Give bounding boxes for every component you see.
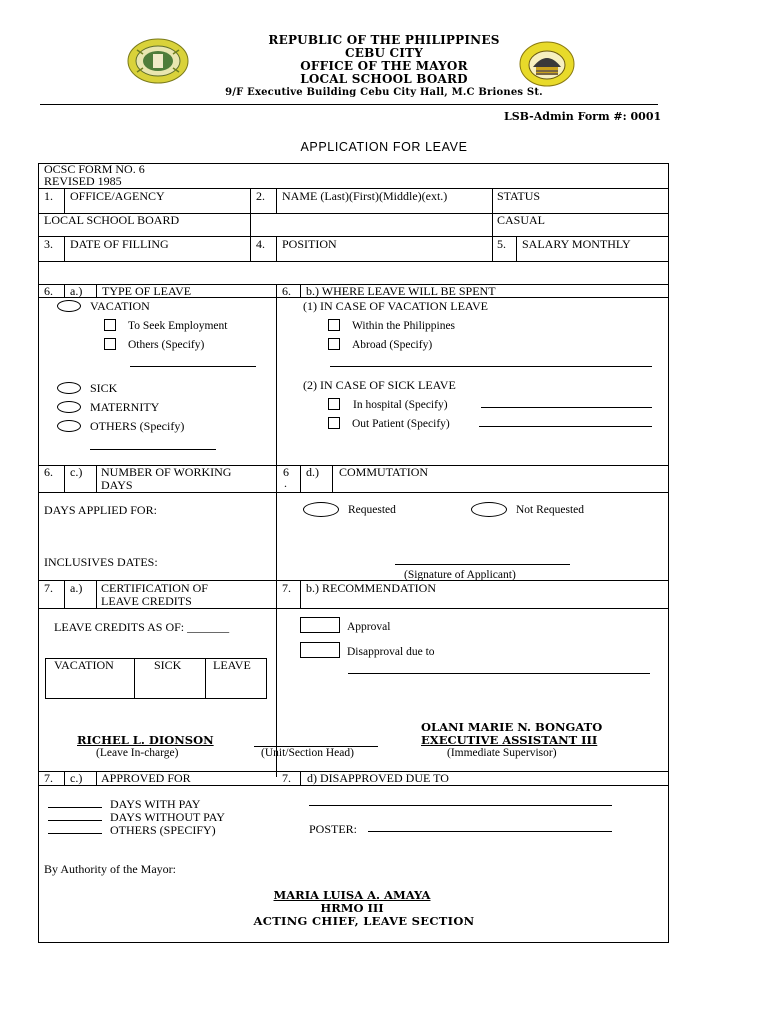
- item-letter: a.): [70, 581, 83, 595]
- leave-incharge-role: (Leave In-charge): [96, 747, 179, 759]
- final-signatory-title: HRMO III: [320, 901, 384, 915]
- within-ph-checkbox[interactable]: [328, 319, 340, 331]
- working-days-label-1: NUMBER OF WORKING: [101, 465, 232, 479]
- item-number: 6.: [44, 465, 53, 479]
- case-vacation-label: (1) IN CASE OF VACATION LEAVE: [303, 299, 489, 313]
- disapproval-line[interactable]: [348, 673, 650, 674]
- disapproved-label: d) DISAPPROVED DUE TO: [307, 771, 449, 785]
- cert-leave-label-2: LEAVE CREDITS: [101, 594, 192, 608]
- item-number: 7.: [282, 581, 291, 595]
- item-letter: a.): [70, 284, 83, 298]
- sick-radio[interactable]: [57, 382, 81, 394]
- others-caps-label: OTHERS (Specify): [90, 419, 185, 433]
- final-signatory-name: MARIA LUISA A. AMAYA: [273, 888, 431, 902]
- poster-label: POSTER:: [309, 822, 358, 836]
- sick-label: SICK: [90, 381, 118, 395]
- poster-line[interactable]: [368, 831, 612, 832]
- leave-incharge-name: RICHEL L. DIONSON: [77, 733, 214, 747]
- col-leave: LEAVE: [213, 658, 251, 672]
- item-number: 7.: [44, 581, 53, 595]
- name-label: NAME (Last)(First)(Middle)(ext.): [282, 189, 448, 203]
- days-applied-label: DAYS APPLIED FOR:: [44, 503, 157, 517]
- col-sick: SICK: [154, 658, 182, 672]
- status-label: STATUS: [497, 189, 541, 203]
- in-hospital-label: In hospital (Specify): [353, 399, 448, 411]
- revised-label: REVISED 1985: [44, 174, 122, 188]
- header-divider: [40, 104, 658, 105]
- leave-credits-as-of: LEAVE CREDITS AS OF: _______: [54, 620, 230, 634]
- item-number: 2.: [256, 189, 265, 203]
- others-caps-line[interactable]: [90, 449, 216, 450]
- requested-label: Requested: [348, 504, 396, 516]
- ocsc-form-label: OCSC FORM NO. 6: [44, 162, 145, 176]
- signature-line[interactable]: [395, 564, 570, 565]
- abroad-line[interactable]: [330, 366, 652, 367]
- item-letter: d.): [306, 465, 319, 479]
- supervisor-role: (Immediate Supervisor): [447, 747, 557, 759]
- disapproval-label: Disapproval due to: [347, 646, 435, 658]
- header-republic: REPUBLIC OF THE PHILIPPINES: [268, 33, 500, 47]
- others-specify-checkbox[interactable]: [104, 338, 116, 350]
- vacation-radio[interactable]: [57, 300, 81, 312]
- maternity-label: MATERNITY: [90, 400, 160, 414]
- without-pay-line[interactable]: [48, 820, 102, 821]
- office-agency-label: OFFICE/AGENCY: [70, 189, 165, 203]
- others-label: OTHERS (SPECIFY): [110, 823, 216, 837]
- authority-label: By Authority of the Mayor:: [44, 862, 176, 876]
- others-line[interactable]: [48, 833, 102, 834]
- vacation-label: VACATION: [90, 299, 150, 313]
- item-letter: c.): [70, 465, 83, 479]
- not-requested-label: Not Requested: [516, 504, 585, 516]
- disapproved-line[interactable]: [309, 805, 612, 806]
- abroad-checkbox[interactable]: [328, 338, 340, 350]
- supervisor-name: OLANI MARIE N. BONGATO: [421, 720, 603, 734]
- out-patient-label: Out Patient (Specify): [352, 418, 450, 430]
- item-number: 1.: [44, 189, 53, 203]
- maternity-radio[interactable]: [57, 401, 81, 413]
- date-filling-label: DATE OF FILLING: [70, 237, 169, 251]
- others-specify-label: Others (Specify): [128, 339, 205, 351]
- item-number: 6.: [44, 284, 53, 298]
- not-requested-radio[interactable]: [471, 502, 507, 517]
- within-ph-label: Within the Philippines: [352, 320, 456, 332]
- others-radio[interactable]: [57, 420, 81, 432]
- type-of-leave-label: TYPE OF LEAVE: [102, 284, 192, 298]
- header-city: CEBU CITY: [345, 46, 423, 60]
- without-pay-label: DAYS WITHOUT PAY: [110, 810, 225, 824]
- commutation-label: COMMUTATION: [339, 465, 429, 479]
- position-label: POSITION: [282, 237, 337, 251]
- item-number: 5.: [497, 237, 506, 251]
- working-days-label-2: DAYS: [101, 478, 133, 492]
- header-address: 9/F Executive Building Cebu City Hall, M.C Briones St.: [225, 87, 543, 98]
- item-number: 4.: [256, 237, 265, 251]
- inclusive-dates-label: INCLUSIVES DATES:: [44, 555, 158, 569]
- unit-head-role: (Unit/Section Head): [261, 747, 354, 759]
- item-number: 6.: [282, 284, 291, 298]
- others-specify-line[interactable]: [130, 366, 256, 367]
- supervisor-title: EXECUTIVE ASSISTANT III: [421, 733, 598, 747]
- item-number: 7.: [44, 771, 53, 785]
- form-title: APPLICATION FOR LEAVE: [300, 140, 468, 154]
- approval-checkbox[interactable]: [300, 617, 340, 633]
- final-signatory-role: ACTING CHIEF, LEAVE SECTION: [253, 914, 475, 928]
- out-patient-checkbox[interactable]: [328, 417, 340, 429]
- requested-radio[interactable]: [303, 502, 339, 517]
- header-office: OFFICE OF THE MAYOR: [300, 59, 468, 73]
- office-agency-value: LOCAL SCHOOL BOARD: [44, 213, 180, 227]
- approved-for-label: APPROVED FOR: [101, 771, 191, 785]
- item-letter: c.): [70, 771, 83, 785]
- status-value: CASUAL: [497, 213, 546, 227]
- abroad-label: Abroad (Specify): [352, 339, 433, 351]
- signature-label: (Signature of Applicant): [404, 569, 516, 581]
- where-leave-spent-label: b.) WHERE LEAVE WILL BE SPENT: [306, 284, 496, 298]
- col-vacation: VACATION: [54, 658, 114, 672]
- recommendation-label: b.) RECOMMENDATION: [306, 581, 436, 595]
- header-board: LOCAL SCHOOL BOARD: [300, 72, 468, 86]
- with-pay-line[interactable]: [48, 807, 102, 808]
- seek-employment-label: To Seek Employment: [128, 320, 228, 332]
- approval-label: Approval: [347, 621, 391, 633]
- in-hospital-line[interactable]: [481, 407, 652, 408]
- form-number: LSB-Admin Form #: 0001: [504, 110, 662, 123]
- item-number: 3.: [44, 237, 53, 251]
- salary-label: SALARY MONTHLY: [522, 237, 631, 251]
- item-number-dot: .: [284, 476, 287, 490]
- disapproval-checkbox[interactable]: [300, 642, 340, 658]
- seek-employment-checkbox[interactable]: [104, 319, 116, 331]
- item-number: 6: [283, 465, 289, 479]
- in-hospital-checkbox[interactable]: [328, 398, 340, 410]
- case-sick-label: (2) IN CASE OF SICK LEAVE: [303, 378, 456, 392]
- out-patient-line[interactable]: [479, 426, 652, 427]
- item-number: 7.: [282, 771, 291, 785]
- cert-leave-label-1: CERTIFICATION OF: [101, 581, 208, 595]
- with-pay-label: DAYS WITH PAY: [110, 797, 201, 811]
